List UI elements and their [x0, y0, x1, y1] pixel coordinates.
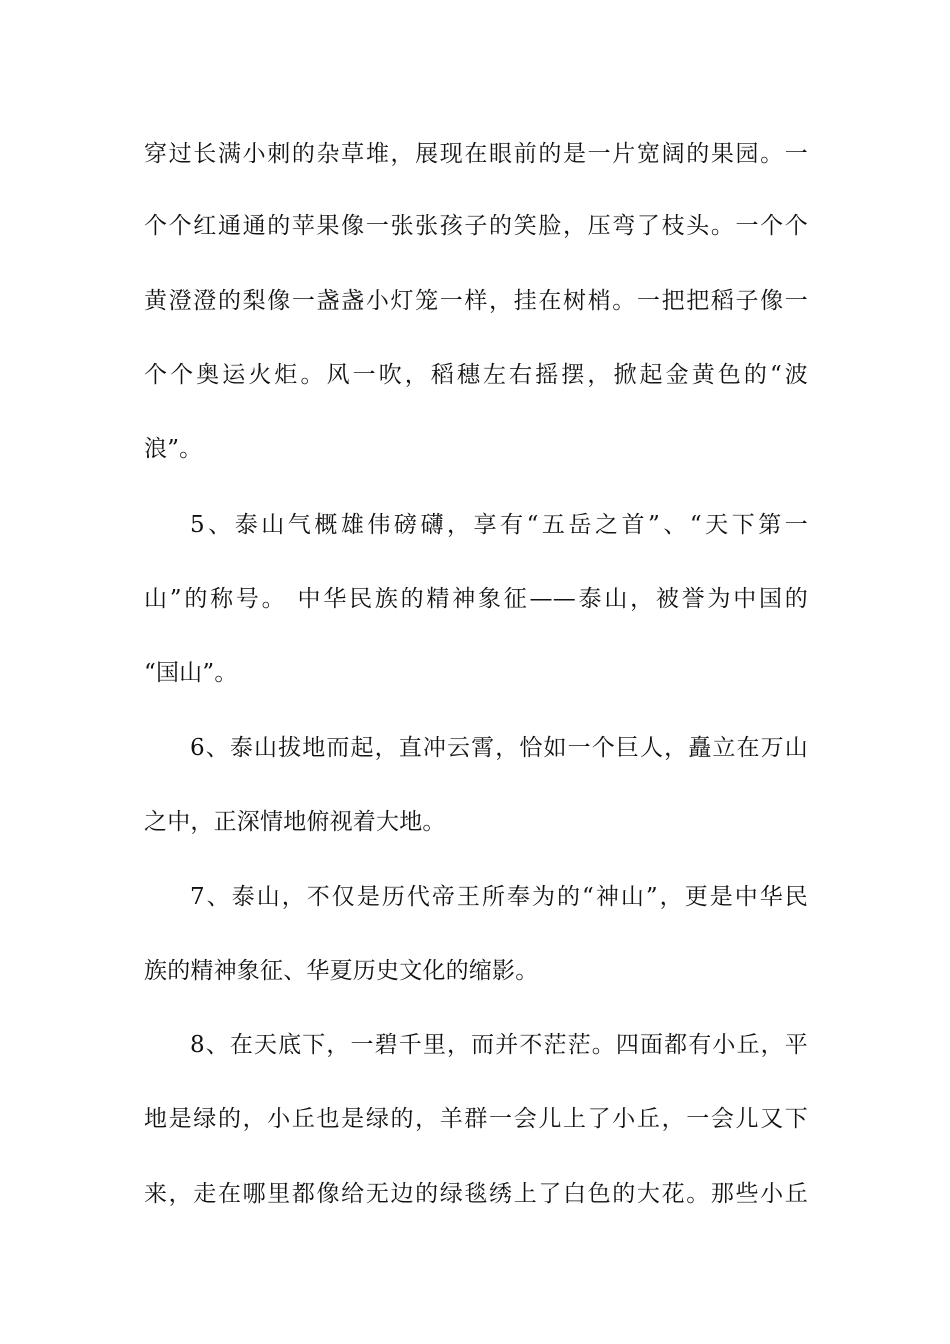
paragraph-6-line: 6、泰山拔地而起，直冲云霄，恰如一个巨人，矗立在万山 [190, 735, 808, 761]
text-line: “国山”。 [144, 660, 238, 686]
text-line: 地是绿的，小丘也是绿的，羊群一会儿上了小丘，一会儿又下 [144, 1106, 808, 1132]
text-line: 个个红通通的苹果像一张张孩子的笑脸，压弯了枝头。一个个 [144, 213, 808, 239]
paragraph-8-line: 8、在天底下，一碧千里，而并不茫茫。四面都有小丘，平 [190, 1032, 808, 1058]
text-line: 穿过长满小刺的杂草堆，展现在眼前的是一片宽阔的果园。一 [144, 141, 808, 167]
text-line: 来，走在哪里都像给无边的绿毯绣上了白色的大花。那些小丘 [144, 1181, 808, 1207]
text-line: 山”的称号。 中华民族的精神象征——泰山，被誉为中国的 [144, 586, 808, 612]
text-line: 个个奥运火炬。风一吹，稻穗左右摇摆，掀起金黄色的“波 [144, 362, 808, 388]
paragraph-5-line: 5、泰山气概雄伟磅礴，享有“五岳之首”、“天下第一 [190, 512, 808, 538]
text-line: 之中，正深情地俯视着大地。 [144, 809, 446, 835]
text-line: 黄澄澄的梨像一盏盏小灯笼一样，挂在树梢。一把把稻子像一 [144, 288, 808, 314]
paragraph-7-line: 7、泰山，不仅是历代帝王所奉为的“神山”，更是中华民 [190, 884, 808, 910]
text-line: 族的精神象征、华夏历史文化的缩影。 [144, 958, 539, 984]
text-line: 浪”。 [144, 436, 203, 462]
